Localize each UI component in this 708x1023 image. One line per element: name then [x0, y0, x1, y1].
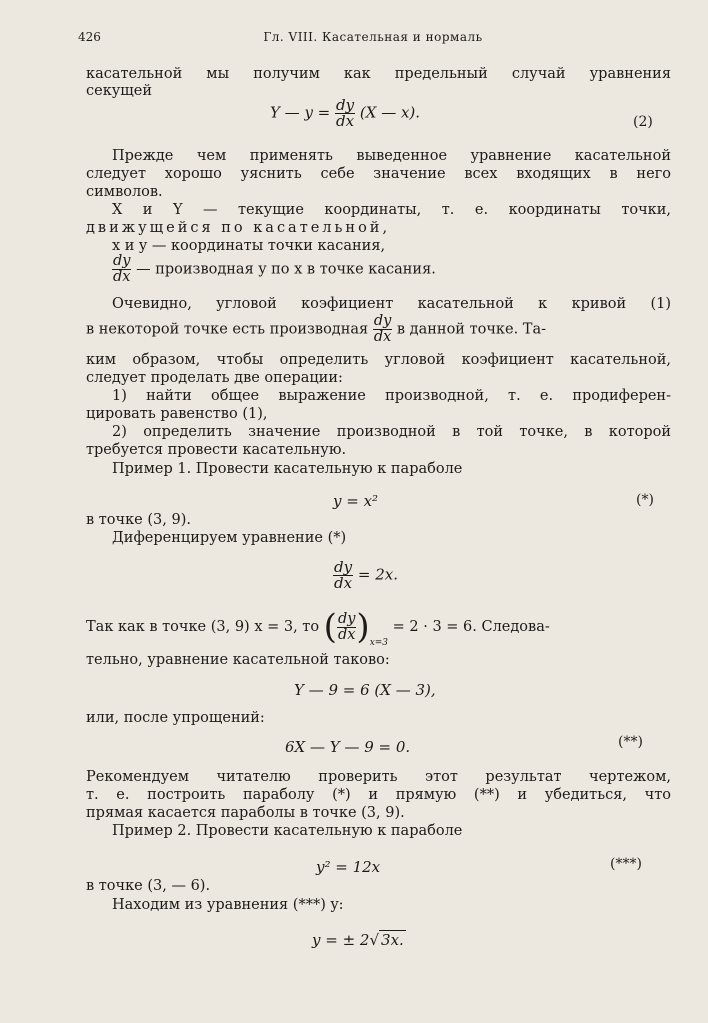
equation-number: (2) — [633, 114, 653, 130]
equation-number: (***) — [610, 856, 642, 872]
solution-equation: y = ± 2√ 3x. — [312, 931, 404, 949]
text-line: x и y — координаты точки касания, — [112, 238, 386, 254]
example-heading: Пример 2. Провести касательную к параболе — [112, 823, 463, 839]
text-line: 2) определить значение производной в той точке, в которой — [112, 424, 671, 440]
text-line: секущей — [86, 83, 153, 99]
text-line: или, после упрощений: — [86, 710, 265, 726]
equation-number: (**) — [618, 734, 643, 750]
subscript-x-equals-3: x=3 — [369, 638, 389, 648]
text-line: ким образом, чтобы определить угловой коэфициент касательной, — [86, 352, 671, 368]
text-line: тельно, уравнение касательной таково: — [86, 652, 390, 668]
text-line: в точке (3, 9). — [86, 512, 191, 528]
text-line: Находим из уравнения (***) y: — [112, 897, 344, 913]
fraction-dy-dx: $\frac{dy}{dx}$ — [113, 253, 131, 285]
text-line: X и Y — текущие координаты, т. е. координаты точки, — [112, 202, 671, 218]
text-line: касательной мы получим как предельный случай уравнения — [86, 66, 671, 82]
fraction-dy-dx: $\frac{dy}{dx}$ — [337, 610, 356, 643]
tangent-equation: Y — y = $\frac{dy}{dx}$ (X — x). — [270, 96, 421, 130]
fraction-dy-dx: $\frac{dy}{dx}$ — [373, 313, 392, 345]
text-line: Рекомендуем читателю проверить этот результат чертежом, — [86, 769, 671, 785]
running-title: Гл. VIII. Касательная и нормаль — [263, 30, 483, 44]
example-heading: Пример 1. Провести касательную к параболе — [112, 461, 463, 477]
text-line: прямая касается параболы в точке (3, 9). — [86, 805, 405, 821]
text-line: Диференцируем уравнение (*) — [112, 530, 347, 546]
parabola-equation: y² = 12x — [316, 858, 381, 876]
text-line: в точке (3, — 6). — [86, 878, 211, 894]
text-line-derivative: $\frac{dy}{dx}$ — производная y по x в точке касания. — [113, 253, 436, 285]
equation-number: (*) — [636, 492, 654, 508]
text-line: Прежде чем применять выведенное уравнение касательной — [112, 148, 671, 164]
text-line-evaluated: Так как в точке (3, 9) x = 3, то ( $\frac{dy}{dx}$ )$_{x=3} = 2 \cdot 3 = 6$. Следова- — [86, 607, 550, 648]
text-line: символов. — [86, 184, 163, 200]
fraction-dy-dx: $\frac{dy}{dx}$ — [334, 558, 353, 592]
page-header — [78, 30, 668, 50]
fraction-dy-dx: $\frac{dy}{dx}$ — [336, 96, 355, 130]
text-line: цировать равенство (1), — [86, 406, 268, 422]
text-line: т. е. построить параболу (*) и прямую (**) и убедиться, что — [86, 787, 671, 803]
page-number: 426 — [78, 30, 101, 44]
tangent-line-equation: Y — 9 = 6 (X — 3), — [294, 681, 436, 699]
text-line: движущейся по касательной, — [86, 220, 391, 236]
text-line: требуется провести касательную. — [86, 442, 347, 458]
sqrt-symbol: √ — [369, 931, 380, 949]
text-line-derivative: в некоторой точке есть производная $\frac{dy}{dx}$ в данной точке. Та- — [86, 313, 546, 345]
simplified-equation: 6X — Y — 9 = 0. — [285, 738, 411, 756]
text-line: следует проделать две операции: — [86, 370, 343, 386]
parabola-equation: y = x² — [333, 492, 379, 510]
derivative-equation: $\frac{dy}{dx}$ = 2x. — [334, 558, 398, 592]
text-line: 1) найти общее выражение производной, т. е. продиферен- — [112, 388, 671, 404]
text-line: следует хорошо уяснить себе значение всех входящих в него — [86, 166, 671, 182]
text-line: Очевидно, угловой коэфициент касательной к кривой (1) — [112, 296, 671, 312]
